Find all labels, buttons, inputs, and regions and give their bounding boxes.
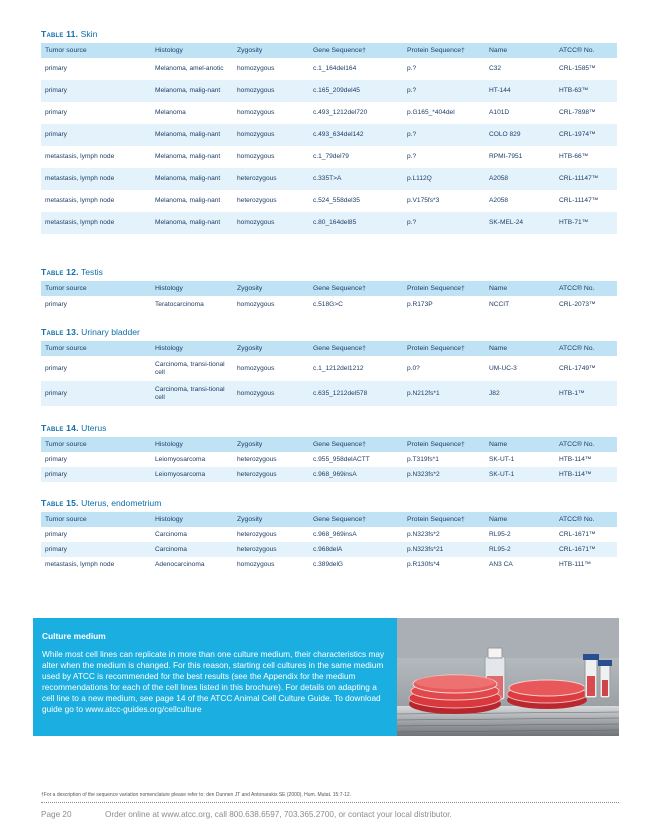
table-cell: Melanoma, amel-anotic (155, 65, 224, 72)
table-cell: Melanoma, malig-nant (151, 168, 233, 190)
table-cell: p.N323fs*21 (403, 542, 485, 557)
column-header: ATCC® No. (555, 281, 617, 296)
column-header: Name (485, 43, 555, 58)
table-cell: Teratocarcinoma (155, 300, 204, 308)
page-footer (41, 810, 452, 819)
table-cell: SK-UT-1 (485, 467, 555, 482)
table-row (41, 58, 617, 80)
table-cell: p.? (407, 65, 417, 72)
table-number: Table 12. (41, 267, 79, 277)
table-testis (41, 281, 617, 313)
table-title (41, 267, 617, 278)
table-row (41, 146, 617, 168)
table-title (41, 327, 617, 338)
table-cell: HTB-114™ (555, 467, 617, 482)
table-cell: Melanoma, malig-nant (155, 197, 221, 204)
table-cell: p.0? (407, 364, 420, 372)
column-header: Tumor source (41, 437, 151, 452)
table-cell: primary (45, 300, 67, 308)
table-cell: HTB-66™ (559, 153, 589, 160)
table-cell: NCCIT (489, 300, 510, 308)
table-title (41, 29, 617, 40)
table-cell: RL95-2 (485, 542, 555, 557)
table-uterus (41, 437, 617, 482)
column-header: Tumor source (41, 281, 151, 296)
table-cell: c.335T>A (309, 168, 403, 190)
table-row (41, 80, 617, 102)
column-header: Gene Sequence† (309, 281, 403, 296)
table-header-row (41, 437, 617, 452)
table-name: Skin (80, 29, 98, 39)
table-name: Uterus, endometrium (81, 498, 162, 508)
table-cell: c.1_79del79 (313, 153, 349, 160)
table-cell: CRL-1671™ (559, 530, 596, 538)
table-cell: A2058 (489, 197, 509, 204)
table-row (41, 356, 617, 381)
table-cell: metastasis, lymph node (41, 212, 151, 234)
table-cell: primary (41, 80, 151, 102)
table-cell: p.N212fs*1 (403, 381, 485, 406)
table-cell: CRL-11147™ (555, 168, 617, 190)
table-cell: Carcinoma (151, 542, 233, 557)
table-cell: p.R173P (407, 300, 433, 308)
table-title (41, 498, 617, 509)
table-cell: c.80_164del85 (309, 212, 403, 234)
table-cell: p.R130fs*4 (407, 560, 440, 568)
table-cell: c.635_1212del578 (309, 381, 403, 406)
column-header: Tumor source (41, 512, 151, 527)
footer-divider (41, 802, 619, 803)
table-cell: HTB-1™ (555, 381, 617, 406)
table-cell: SK-UT-1 (489, 455, 515, 463)
table-row (41, 102, 617, 124)
table-cell: primary (41, 467, 151, 482)
table-cell: p.L112Q (403, 168, 485, 190)
column-header: Name (485, 281, 555, 296)
table-cell: Carcinoma, transi-tional cell (155, 360, 225, 376)
table-cell: CRL-1749™ (559, 364, 596, 372)
table-cell: c.1_1212del1212 (313, 364, 364, 372)
table-row (41, 527, 617, 542)
table-cell: RPMI-7951 (489, 153, 523, 160)
petri-dish-image (397, 618, 619, 736)
column-header: ATCC® No. (555, 43, 617, 58)
table-cell: c.968delA (309, 542, 403, 557)
culture-medium-callout (33, 618, 397, 736)
table-header-row (41, 341, 617, 356)
table-cell: HTB-71™ (555, 212, 617, 234)
table-header-row (41, 43, 617, 58)
table-cell: p.? (403, 124, 485, 146)
table-cell: CRL-1974™ (555, 124, 617, 146)
table-row (41, 190, 617, 212)
table-cell: Melanoma (155, 109, 186, 116)
sequence-footnote: †For a description of the sequence variation nomenclature please refer to: den Dunnen JT and Antonarakis SE (2000), Hum. Mutat. 15:7-12. (41, 792, 352, 798)
table-cell: Melanoma, malig-nant (151, 124, 233, 146)
table-uterus-endometrium (41, 512, 617, 572)
footer-contact: Order online at www.atcc.org, call 800.638.6597, 703.365.2700, or contact your local distributor. (105, 810, 452, 819)
table-cell: c.968_969insA (313, 530, 357, 538)
table-cell: homozygous (237, 65, 275, 72)
table-cell: HT-144 (485, 80, 555, 102)
table-cell: p.N323fs*2 (407, 530, 440, 538)
column-header: Protein Sequence† (403, 43, 485, 58)
table-cell: heterozygous (233, 467, 309, 482)
table-row (41, 467, 617, 482)
column-header: ATCC® No. (555, 512, 617, 527)
table-cell: Adenocarcinoma (155, 560, 205, 568)
table-cell: p.G165_*404del (407, 109, 455, 116)
table-cell: CRL-11147™ (559, 197, 599, 204)
column-header: ATCC® No. (555, 341, 617, 356)
table-cell: p.V175fs*3 (407, 197, 440, 204)
table-cell: J82 (485, 381, 555, 406)
table-cell: primary (45, 364, 67, 372)
table-number: Table 11. (41, 29, 79, 39)
table-cell: Melanoma, malig-nant (151, 212, 233, 234)
column-header: Name (485, 341, 555, 356)
table-cell: primary (41, 542, 151, 557)
table-cell: CRL-1671™ (555, 542, 617, 557)
table-cell: Melanoma, malig-nant (151, 80, 233, 102)
table-cell: c.493_634del142 (309, 124, 403, 146)
table-cell: primary (45, 109, 67, 116)
table-cell: CRL-7898™ (559, 109, 596, 116)
column-header: Gene Sequence† (309, 43, 403, 58)
table-row (41, 452, 617, 467)
table-12-section (41, 267, 617, 313)
callout-body: While most cell lines can replicate in more than one culture medium, their characteristics may alter when the medium is changed. For this reason, starting cell cultures in the same medium used by ATCC is recommended for the best results (see the Appendix for the medium recommendations for each of the cell lines listed in this brochure). For details on adapting a cell line to a new medium, see page 14 of the ATCC Animal Cell Culture Guide. To download guide go to www.atcc-guides.org/cellculture (42, 649, 385, 714)
column-header: Protein Sequence† (403, 512, 485, 527)
table-cell: primary (45, 65, 67, 72)
column-header: Zygosity (233, 341, 309, 356)
table-cell: COLO 829 (485, 124, 555, 146)
table-cell: RL95-2 (489, 530, 511, 538)
table-cell: homozygous (237, 153, 275, 160)
table-row (41, 212, 617, 234)
table-cell: A2058 (485, 168, 555, 190)
table-cell: Leiomyosarcoma (155, 455, 206, 463)
table-row (41, 168, 617, 190)
table-cell: Leiomyosarcoma (151, 467, 233, 482)
table-cell: AN3 CA (489, 560, 513, 568)
table-cell: c.955_958delACTT (313, 455, 370, 463)
table-cell: A101D (489, 109, 510, 116)
table-header-row (41, 281, 617, 296)
table-cell: C32 (489, 65, 502, 72)
table-cell: homozygous (233, 381, 309, 406)
column-header: Zygosity (233, 43, 309, 58)
table-skin (41, 43, 617, 234)
table-cell: primary (41, 381, 151, 406)
table-title (41, 423, 617, 434)
table-cell: p.? (403, 212, 485, 234)
table-cell: HTB-114™ (559, 455, 592, 463)
column-header: ATCC® No. (555, 437, 617, 452)
column-header: Name (485, 512, 555, 527)
table-urinary-bladder (41, 341, 617, 406)
table-cell: primary (45, 455, 67, 463)
table-cell: metastasis, lymph node (45, 560, 115, 568)
table-14-section (41, 423, 617, 482)
table-number: Table 13. (41, 327, 79, 337)
column-header: Protein Sequence† (403, 341, 485, 356)
table-cell: c.493_1212del720 (313, 109, 368, 116)
table-cell: CRL-1585™ (559, 65, 596, 72)
table-cell: heterozygous (237, 455, 277, 463)
table-cell: homozygous (233, 212, 309, 234)
callout-heading: Culture medium (42, 631, 106, 641)
column-header: Gene Sequence† (309, 437, 403, 452)
table-cell: homozygous (237, 364, 275, 372)
column-header: Zygosity (233, 281, 309, 296)
table-cell: p.T319fs*1 (407, 455, 439, 463)
table-cell: HTB-63™ (555, 80, 617, 102)
table-cell: heterozygous (237, 530, 277, 538)
table-cell: Carcinoma (155, 530, 187, 538)
table-13-section (41, 327, 617, 406)
table-cell: homozygous (233, 80, 309, 102)
table-cell: homozygous (237, 560, 275, 568)
table-header-row (41, 512, 617, 527)
column-header: Tumor source (41, 341, 151, 356)
table-cell: p.? (403, 80, 485, 102)
column-header: Protein Sequence† (403, 437, 485, 452)
column-header: Name (485, 437, 555, 452)
table-cell: heterozygous (233, 542, 309, 557)
table-cell: c.518G>C (313, 300, 343, 308)
column-header: Gene Sequence† (309, 341, 403, 356)
table-row (41, 542, 617, 557)
cell-culture-photo (397, 618, 619, 736)
table-row (41, 124, 617, 146)
table-cell: HTB-111™ (559, 560, 591, 568)
table-cell: metastasis, lymph node (41, 168, 151, 190)
column-header: Histology (151, 512, 233, 527)
table-cell: c.968_969insA (309, 467, 403, 482)
table-cell: homozygous (237, 109, 275, 116)
table-cell: homozygous (237, 300, 275, 308)
table-row (41, 557, 617, 572)
table-cell: CRL-2073™ (559, 300, 596, 308)
page-number: Page 20 (41, 810, 72, 819)
table-15-section (41, 498, 617, 572)
column-header: Histology (151, 281, 233, 296)
table-cell: heterozygous (233, 168, 309, 190)
table-row (41, 381, 617, 406)
table-cell: metastasis, lymph node (45, 153, 115, 160)
table-11-section (41, 29, 617, 234)
table-cell: c.165_209del45 (309, 80, 403, 102)
table-cell: homozygous (233, 124, 309, 146)
table-number: Table 15. (41, 498, 79, 508)
column-header: Histology (151, 437, 233, 452)
table-cell: heterozygous (237, 197, 277, 204)
table-cell: Melanoma, malig-nant (155, 153, 221, 160)
table-cell: c.524_558del35 (313, 197, 360, 204)
table-cell: SK-MEL-24 (485, 212, 555, 234)
table-cell: p.N323fs*2 (403, 467, 485, 482)
table-name: Testis (80, 267, 103, 277)
column-header: Zygosity (233, 437, 309, 452)
table-number: Table 14. (41, 423, 79, 433)
column-header: Zygosity (233, 512, 309, 527)
table-name: Urinary bladder (81, 327, 140, 337)
table-cell: c.389delG (313, 560, 344, 568)
table-name: Uterus (81, 423, 107, 433)
table-row (41, 296, 617, 313)
column-header: Tumor source (41, 43, 151, 58)
table-cell: primary (45, 530, 67, 538)
column-header: Protein Sequence† (403, 281, 485, 296)
table-cell: primary (41, 124, 151, 146)
column-header: Gene Sequence† (309, 512, 403, 527)
table-cell: p.? (407, 153, 417, 160)
table-cell: UM-UC-3 (489, 364, 517, 372)
table-cell: metastasis, lymph node (45, 197, 115, 204)
table-cell: c.1_164del164 (313, 65, 357, 72)
table-cell: Carcinoma, transi-tional cell (151, 381, 233, 406)
column-header: Histology (151, 43, 233, 58)
column-header: Histology (151, 341, 233, 356)
